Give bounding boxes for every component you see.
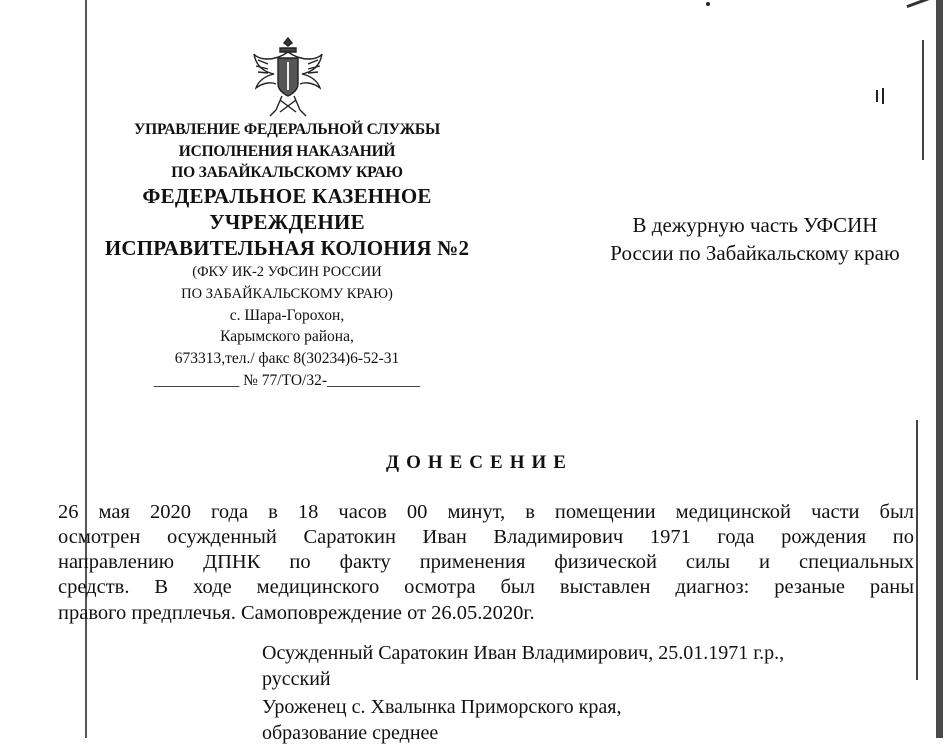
scan-artifact-right-edge-thin-2 [916,420,918,680]
scan-artifact-dot [706,2,710,6]
header-institution-line-2: УЧРЕЖДЕНИЕ [209,210,365,234]
scan-artifact-right-edge [936,0,943,738]
recipient-line-1: В дежурную часть УФСИН [632,213,878,237]
recipient-line-2: России по Забайкальскому краю [610,241,900,265]
header-address-line-3: 673313,тел./ факс 8(30234)6-52-31 [174,350,400,367]
scan-artifact-tick-2 [882,88,884,104]
header-short-name-line-2: ПО ЗАБАЙКАЛЬСКОМУ КРАЮ) [181,286,393,302]
scan-artifact-left-margin-line [85,0,87,738]
paragraph-line-5: правого предплечья. Самоповреждение от 26.05.2020г. [58,602,535,624]
header-line-1: УПРАВЛЕНИЕ ФЕДЕРАЛЬНОЙ СЛУЖБЫ [134,121,440,138]
paragraph-line-3: направлению ДПНК по факту применения физической силы и специальных [58,551,914,573]
convict-info-line-3: Уроженец с. Хвалынка Приморского края, [262,696,622,718]
header-address-line-1: с. Шара-Горохон, [229,307,345,324]
scan-artifact-right-edge-thin [922,40,924,160]
paragraph-line-1: 26 мая 2020 года в 18 часов 00 минут, в помещении медицинской части был [58,501,914,523]
convict-info-line-4: образование среднее [262,722,439,744]
convict-info-line-2: русский [262,668,331,690]
document-title: ДОНЕСЕНИЕ [386,452,573,473]
header-short-name-line-1: (ФКУ ИК-2 УФСИН РОССИИ [192,264,382,280]
scan-artifact-mark-top-right [906,0,935,8]
paragraph-line-2: осмотрен осужденный Саратокин Иван Владимирович 1971 года рождения по [58,526,914,548]
fsin-emblem-icon [250,34,326,122]
header-line-2: ИСПОЛНЕНИЯ НАКАЗАНИЙ [178,143,396,160]
outgoing-number: ___________ № 77/ТО/32-____________ [153,372,421,389]
header-institution-line-3: ИСПРАВИТЕЛЬНАЯ КОЛОНИЯ №2 [104,236,470,260]
header-institution-line-1: ФЕДЕРАЛЬНОЕ КАЗЕННОЕ [142,184,432,208]
header-address-line-2: Карымского района, [220,328,354,345]
scan-artifact-tick [876,90,878,102]
convict-info-line-1: Осужденный Саратокин Иван Владимирович, 25.01.1971 г.р., [262,642,785,664]
header-line-3: ПО ЗАБАЙКАЛЬСКОМУ КРАЮ [171,164,403,181]
paragraph-line-4: средств. В ходе медицинского осмотра был выставлен диагноз: резаные раны [58,576,914,598]
